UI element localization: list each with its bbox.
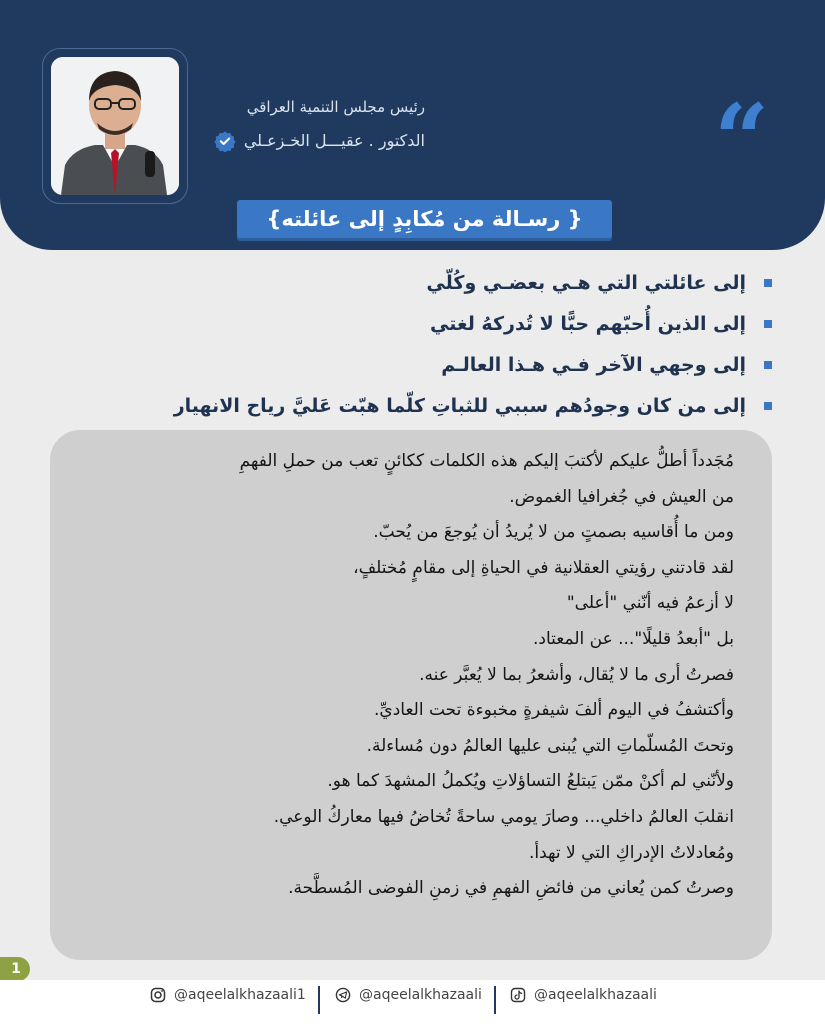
page-number-badge: 1 bbox=[0, 957, 30, 981]
list-item bbox=[130, 385, 772, 426]
author-photo-frame bbox=[42, 48, 188, 204]
body-line: من العيش في جُغرافيا الغموض. bbox=[509, 486, 734, 507]
telegram-text[interactable]: @aqeelalkhazaali bbox=[359, 987, 482, 1003]
page-title: { رسـالة من مُكابِدٍ إلى عائلته} bbox=[237, 200, 612, 238]
list-item bbox=[130, 303, 772, 344]
author-photo bbox=[51, 57, 179, 195]
telegram-handle[interactable] bbox=[335, 987, 482, 1003]
social-footer bbox=[0, 980, 825, 1024]
author-name: الدكتور . عقيـــل الخـزعـلي bbox=[243, 131, 425, 150]
body-line: مُجَدداً أطلُّ عليكم لأكتبَ إليكم هذه الكلمات ككائنٍ تعب من حملِ الفهمِ bbox=[239, 451, 734, 471]
author-portrait-icon bbox=[51, 57, 179, 195]
bullet-icon bbox=[764, 402, 772, 410]
telegram-icon bbox=[335, 987, 351, 1003]
bullet-icon bbox=[764, 361, 772, 369]
quote-mark-icon: “ bbox=[714, 83, 770, 196]
body-line: ولأنّني لم أكنْ ممّن يَبتلعُ التساؤلاتِ ويُكملُ المشهدَ كما هو. bbox=[327, 771, 734, 792]
author-role: رئيس مجلس التنمية العراقي bbox=[246, 98, 425, 116]
body-line: لقد قادتني رؤيتي العقلانية في الحياةِ إلى مقامٍ مُختلفٍ، bbox=[353, 557, 734, 578]
tiktok-icon bbox=[510, 987, 526, 1003]
body-line: انقلبَ العالمُ داخلي... وصارَ يومي ساحةً تُخاضُ فيها معاركُ الوعي. bbox=[273, 806, 734, 827]
dedication-text: إلى من كان وجودُهم سببي للثباتِ كلّما هبّت عَليَّ رياح الانهيار bbox=[173, 394, 746, 417]
letter-body-card bbox=[50, 430, 772, 960]
list-item bbox=[130, 262, 772, 303]
body-line: وصرتُ كمن يُعاني من فائضِ الفهمِ في زمنِ الفوضى المُسطَّحة. bbox=[288, 878, 734, 899]
body-line: بل "أبعدُ قليلًا"... عن المعتاد. bbox=[533, 628, 734, 649]
footer-divider bbox=[494, 986, 496, 1014]
list-item bbox=[130, 344, 772, 385]
tiktok-handle[interactable] bbox=[510, 987, 657, 1003]
dedication-text: إلى وجهي الآخر فـي هـذا العالـم bbox=[441, 353, 746, 376]
body-line: فصرتُ أرى ما لا يُقال، وأشعرُ بما لا يُعبَّر عنه. bbox=[419, 664, 734, 685]
instagram-text[interactable]: @aqeelalkhazaali1 bbox=[174, 987, 306, 1003]
footer-divider bbox=[318, 986, 320, 1014]
instagram-icon bbox=[150, 987, 166, 1003]
instagram-handle[interactable] bbox=[150, 987, 306, 1003]
body-line: وتحتَ المُسلّماتِ التي يُبنى عليها العالمُ دون مُساءلة. bbox=[366, 735, 734, 756]
bullet-icon bbox=[764, 279, 772, 287]
body-line: ومن ما أُقاسيه بصمتٍ من لا يُريدُ أن يُوجعَ من يُحبّ. bbox=[373, 522, 734, 543]
dedication-text: إلى الذين أُحبّهم حبًّا لا تُدركهُ لغتي bbox=[429, 312, 746, 335]
dedication-list bbox=[130, 262, 772, 426]
bullet-icon bbox=[764, 320, 772, 328]
body-line: وأكتشفُ في اليوم ألفَ شيفرةٍ مخبوءة تحت العاديِّ. bbox=[374, 700, 734, 721]
body-line: لا أزعمُ فيه أنّني "أعلى" bbox=[566, 593, 734, 614]
tiktok-text[interactable]: @aqeelalkhazaali bbox=[534, 987, 657, 1003]
letter-body bbox=[74, 444, 734, 907]
verified-badge-icon bbox=[214, 130, 236, 152]
body-line: ومُعادلاتُ الإدراكِ التي لا تهدأ. bbox=[528, 842, 734, 863]
dedication-text: إلى عائلتي التي هـي بعضـي وكُلّي bbox=[426, 271, 746, 294]
